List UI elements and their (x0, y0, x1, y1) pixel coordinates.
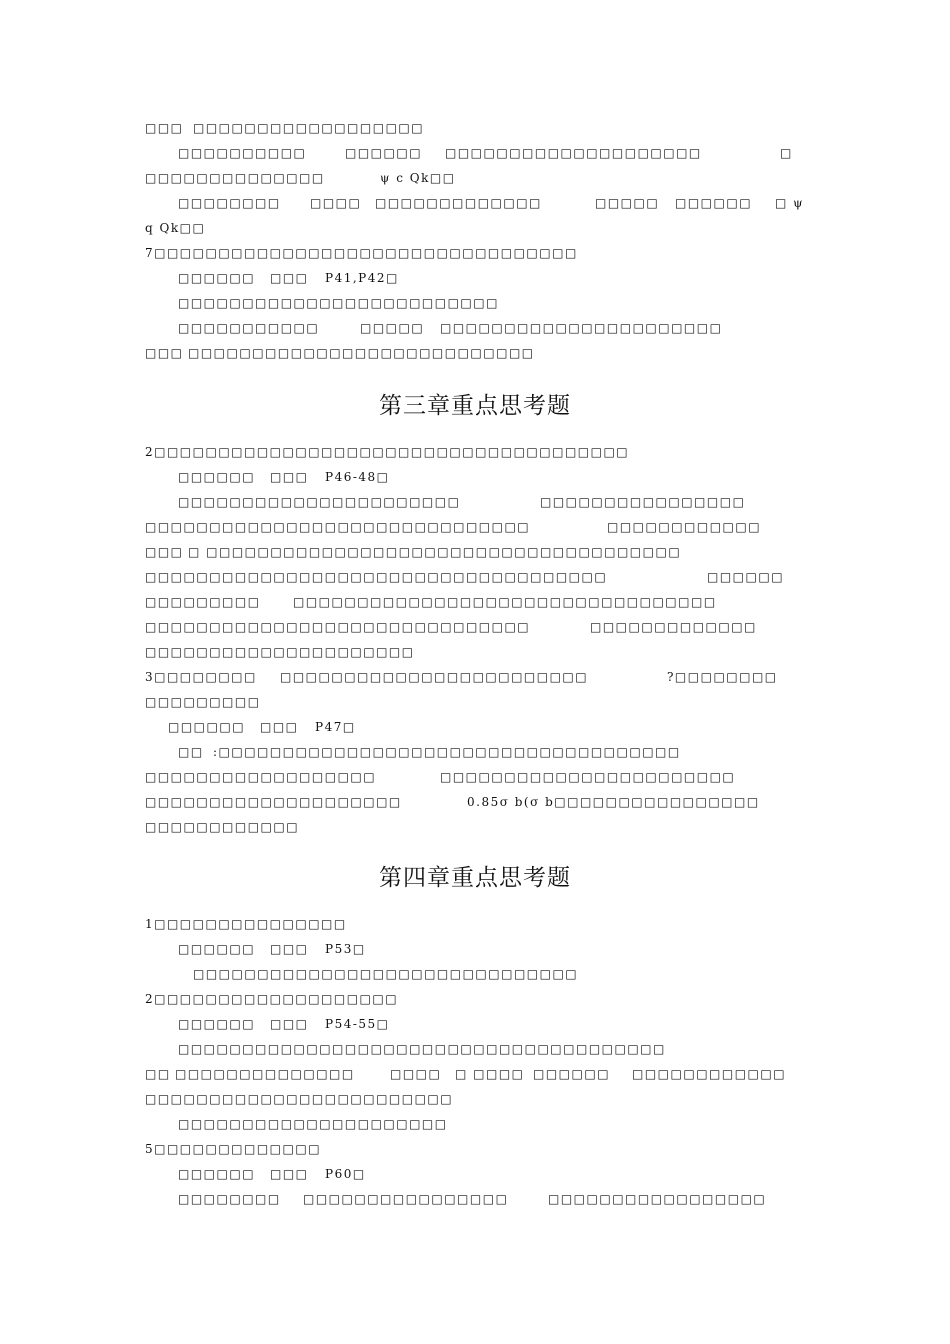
text-segment: 2□□□□□□□□□□□□□□□□□□□□□□□□□□□□□□□□□□□□□ (145, 445, 630, 459)
text-line (0, 218, 950, 238)
text-segment: □□□□□□ (178, 1017, 256, 1031)
text-segment: 3□□□□□□□□ (145, 670, 257, 684)
text-line (0, 193, 950, 213)
text-segment: □□□ (270, 942, 309, 956)
text-segment: P47□ (315, 720, 356, 734)
text-line (0, 1164, 950, 1184)
text-segment: □ (780, 146, 793, 160)
text-segment: □□□□□□□□□□□□□□□□□□□□□□□□ (280, 670, 589, 684)
text-line (0, 1189, 950, 1209)
text-line (0, 642, 950, 662)
text-segment: □□□□□□ (178, 1167, 256, 1181)
text-segment: □□□□ (310, 196, 362, 210)
text-segment: P54-55□ (325, 1017, 390, 1031)
text-line (0, 293, 950, 313)
text-line (0, 542, 950, 562)
text-line (0, 742, 950, 762)
text-segment: □□□□□ (360, 321, 425, 335)
text-segment: □□□□□□ (675, 196, 753, 210)
text-line (0, 343, 950, 363)
text-segment: □□□□□□□□□□□□□□□□□□□□□□□□□□□□□□ (193, 967, 579, 981)
text-line (0, 717, 950, 737)
text-segment: □□□□□□□□□□□□□□□□□□□□□□ (178, 495, 461, 509)
text-segment: P53□ (325, 942, 366, 956)
text-line (0, 467, 950, 487)
text-segment: □□□□□□□□□□□□□□□□□□□□□□□□□□□□□□□□□□□□□□ (178, 1042, 666, 1056)
text-segment: P41,P42□ (325, 271, 399, 285)
text-segment: □□□□□□□□□□□□□□□□□□ (193, 121, 425, 135)
text-segment: □□□ (145, 545, 184, 559)
text-segment: □□□□□□□□□□□□□□□□□□□□□ (178, 1117, 448, 1131)
text-line (0, 617, 950, 637)
text-segment: □□□ (270, 470, 309, 484)
text-segment: □□□□□□□□□□□□□□ (175, 1067, 355, 1081)
text-segment: □□□□□□ (178, 470, 256, 484)
text-segment: □□□□□□ (533, 1067, 611, 1081)
text-segment: □□□□□□□□□□□□□□□□□□□□□□□□□□□□□□□□□ (293, 595, 717, 609)
text-line (0, 243, 950, 263)
text-segment: □□□□□□□□□□□□□□□□□□□□□□□□□□□□□□□□□□□□ (145, 570, 608, 584)
text-line (0, 1089, 950, 1109)
text-segment: :□□□□□□□□□□□□□□□□□□□□□□□□□□□□□□□□□□□□ (213, 745, 681, 759)
text-segment: □□□□□□□□□□□□□□□□□□□□□□ (440, 321, 723, 335)
text-line (0, 989, 950, 1009)
text-segment: □□□□□□□□□□□□□□ (145, 171, 325, 185)
text-segment: □□□□□□□□□□□□ (632, 1067, 787, 1081)
text-segment: □□□□□□ (178, 942, 256, 956)
text-segment: □□□□□□□□□□□□□□□□□□□□□□□□ (145, 1092, 454, 1106)
text-line (0, 1139, 950, 1159)
text-segment: □□□□□□□□□□□□□ (375, 196, 542, 210)
text-segment: ?□□□□□□□□ (667, 670, 778, 684)
text-segment: □ □□□□□□□□□□□□□□□□□□□□□□□□□□□□□□□□□□□□□ (188, 545, 682, 559)
text-segment: 2□□□□□□□□□□□□□□□□□□□ (145, 992, 399, 1006)
text-line (0, 692, 950, 712)
text-line (0, 492, 950, 512)
text-line (0, 143, 950, 163)
text-segment: □□□□□□ (178, 271, 256, 285)
text-segment: □□□□□□□□□□□□□□□□□□□□□□□□□□□□□□ (145, 620, 531, 634)
text-segment: □□□□□□□□□□□□□□□□□□□□□□□ (440, 770, 736, 784)
text-segment: □□□ (145, 121, 184, 135)
text-line (0, 567, 950, 587)
text-segment: □□□□□□□□□□□□□□□□□□□□ (445, 146, 702, 160)
text-segment: □□ (145, 1067, 171, 1081)
text-line (0, 517, 950, 537)
text-segment: P60□ (325, 1167, 366, 1181)
text-segment: 5□□□□□□□□□□□□□ (145, 1142, 322, 1156)
text-segment: □□□□□□ (345, 146, 423, 160)
text-segment: □□□□□□□□□□□□□ (590, 620, 757, 634)
text-line (0, 964, 950, 984)
text-segment: □□□□□□□□ (178, 196, 281, 210)
text-segment: □□□ (270, 271, 309, 285)
text-line (0, 1064, 950, 1084)
text-line (0, 592, 950, 612)
text-segment: ψ c Qk□□ (380, 171, 456, 185)
text-segment: □□□□□□□□□□□ (178, 321, 320, 335)
text-line (0, 667, 950, 687)
text-segment: □□□□□□□□□□□□□□□□□□ (145, 770, 377, 784)
text-segment: □□□ (270, 1167, 309, 1181)
text-segment: □□□□□□□□□□□□□□□□ (540, 495, 746, 509)
text-segment: □□□□□□□□□□□□□□□□□□□□□□□□□ (178, 296, 499, 310)
text-segment: q Qk□□ (145, 221, 206, 235)
text-line (0, 318, 950, 338)
text-line (0, 914, 950, 934)
chapter-4-heading: 第四章重点思考题 (379, 865, 571, 891)
text-segment: □□□□□□□□□□□□□□□□□□□□□□□□□□□ (188, 346, 535, 360)
text-line (0, 1014, 950, 1034)
text-line (0, 1114, 950, 1134)
text-segment: 1□□□□□□□□□□□□□□□ (145, 917, 347, 931)
chapter-3-heading: 第三章重点思考题 (379, 393, 571, 419)
text-segment: 0.85σ b(σ b□□□□□□□□□□□□□□□□ (467, 795, 760, 809)
text-segment: □□□ (270, 1017, 309, 1031)
text-segment: □□□□□□□□□□□□□□□□□ (548, 1192, 767, 1206)
text-segment: □□□□□□□□□□□□□□□□□□□□ (145, 795, 402, 809)
text-segment: □□□□□□□□□□ (178, 146, 307, 160)
text-line (0, 442, 950, 462)
text-segment: □□ (178, 745, 204, 759)
text-line (0, 792, 950, 812)
text-segment: □□□□□□□□□□□□ (607, 520, 762, 534)
text-segment: □ □□□□ (455, 1067, 525, 1081)
text-segment: □□□□□□□□□ (145, 695, 261, 709)
text-segment: □□□□□□□□□□□□□□□□ (303, 1192, 509, 1206)
text-line (0, 817, 950, 837)
text-line (0, 168, 950, 188)
text-line (0, 268, 950, 288)
text-segment: □□□ (145, 346, 184, 360)
text-segment: □□□□□□□□ (178, 1192, 281, 1206)
text-line (0, 767, 950, 787)
text-line (0, 1039, 950, 1059)
text-segment: 7□□□□□□□□□□□□□□□□□□□□□□□□□□□□□□□□□ (145, 246, 578, 260)
text-segment: P46-48□ (325, 470, 390, 484)
text-segment: □□□□□□□□□□□□□□□□□□□□□ (145, 645, 415, 659)
text-segment: □□□ (260, 720, 299, 734)
text-segment: □□□□□□ (168, 720, 246, 734)
text-line (0, 118, 950, 138)
text-line (0, 939, 950, 959)
text-segment: □□□□□ (595, 196, 660, 210)
text-segment: □□□□□□ (707, 570, 785, 584)
text-segment: □□□□□□□□□ (145, 595, 261, 609)
text-segment: □□□□□□□□□□□□□□□□□□□□□□□□□□□□□□ (145, 520, 531, 534)
text-segment: □□□□□□□□□□□□ (145, 820, 300, 834)
text-segment: □□□□ (390, 1067, 442, 1081)
text-segment: □ ψ (775, 196, 805, 210)
